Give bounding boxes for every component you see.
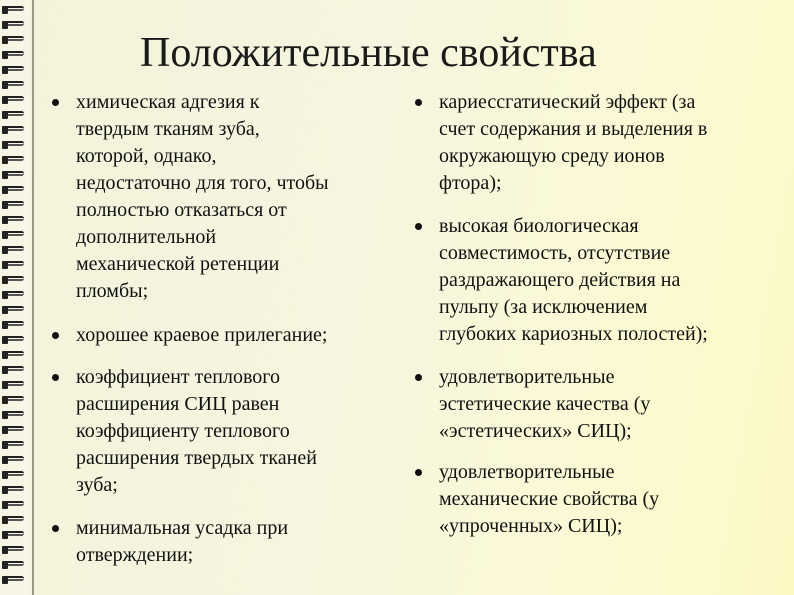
bullet-line: коэффициент теплового bbox=[76, 366, 280, 388]
binding-ring-icon bbox=[2, 441, 24, 446]
bullet-icon bbox=[52, 332, 59, 339]
bullet-item bbox=[415, 364, 650, 445]
bullet-item bbox=[415, 459, 659, 540]
binding-ring-icon bbox=[2, 201, 24, 206]
binding-ring-icon bbox=[2, 186, 24, 191]
bullet-icon bbox=[415, 223, 422, 230]
binding-ring-icon bbox=[2, 531, 24, 536]
bullet-line: «эстетических» СИЦ); bbox=[439, 420, 632, 442]
binding-ring-icon bbox=[2, 396, 24, 401]
bullet-line: расширения твердых тканей bbox=[76, 447, 317, 469]
bullet-item bbox=[52, 515, 288, 569]
bullet-icon bbox=[415, 99, 422, 106]
binding-ring-icon bbox=[2, 456, 24, 461]
bullet-line: фтора); bbox=[439, 172, 502, 194]
binding-ring-icon bbox=[2, 351, 24, 356]
binding-ring-icon bbox=[2, 21, 24, 26]
bullet-line: эстетические качества (у bbox=[439, 393, 651, 415]
bullet-line: недостаточно для того, чтобы bbox=[76, 172, 329, 194]
bullet-line: удовлетворительные bbox=[439, 461, 615, 483]
binding-ring-icon bbox=[2, 36, 24, 41]
bullet-icon bbox=[52, 99, 59, 106]
binding-ring-icon bbox=[2, 141, 24, 146]
bullet-line: дополнительной bbox=[76, 226, 217, 248]
binding-ring-icon bbox=[2, 6, 24, 11]
bullet-line: механической ретенции bbox=[76, 253, 280, 275]
bullet-line: хорошее краевое прилегание; bbox=[76, 324, 328, 346]
bullet-line: минимальная усадка при bbox=[76, 517, 289, 539]
bullet-icon bbox=[52, 374, 59, 381]
bullet-line: удовлетворительные bbox=[439, 366, 615, 388]
binding-ring-icon bbox=[2, 111, 24, 116]
binding-ring-icon bbox=[2, 411, 24, 416]
binding-ring-icon bbox=[2, 546, 24, 551]
binding-ring-icon bbox=[2, 486, 24, 491]
bullet-line: глубоких кариозных полостей); bbox=[439, 323, 708, 345]
bullet-line: зуба; bbox=[76, 474, 118, 496]
binding-ring-icon bbox=[2, 96, 24, 101]
bullet-line: твердым тканям зуба, bbox=[76, 118, 260, 140]
bullet-item bbox=[415, 213, 708, 348]
binding-ring-icon bbox=[2, 561, 24, 566]
binding-ring-icon bbox=[2, 366, 24, 371]
binding-ring-icon bbox=[2, 66, 24, 71]
bullet-line: высокая биологическая bbox=[439, 215, 639, 237]
binding-ring-icon bbox=[2, 426, 24, 431]
binding-ring-icon bbox=[2, 291, 24, 296]
slide-title: Положительные свойства bbox=[140, 30, 597, 76]
bullet-line: раздражающего действия на bbox=[439, 269, 681, 291]
binding-ring-icon bbox=[2, 156, 24, 161]
binding-ring-icon bbox=[2, 81, 24, 86]
bullet-line: пульпу (за исключением bbox=[439, 296, 648, 318]
bullet-line: кариессгатический эффект (за bbox=[439, 91, 696, 113]
binding-ring-icon bbox=[2, 381, 24, 386]
binding-ring-icon bbox=[2, 51, 24, 56]
binding-margin-line bbox=[32, 0, 34, 595]
binding-ring-icon bbox=[2, 306, 24, 311]
binding-ring-icon bbox=[2, 276, 24, 281]
bullet-line: расширения СИЦ равен bbox=[76, 393, 280, 415]
binding-ring-icon bbox=[2, 126, 24, 131]
binding-ring-icon bbox=[2, 231, 24, 236]
binding-ring-icon bbox=[2, 471, 24, 476]
bullet-line: которой, однако, bbox=[76, 145, 217, 167]
binding-ring-icon bbox=[2, 501, 24, 506]
bullet-line: полностью отказаться от bbox=[76, 199, 287, 221]
binding-ring-icon bbox=[2, 576, 24, 581]
bullet-item bbox=[415, 89, 707, 197]
bullet-icon bbox=[415, 374, 422, 381]
bullet-line: окружающую среду ионов bbox=[439, 145, 665, 167]
bullet-icon bbox=[52, 525, 59, 532]
binding-ring-icon bbox=[2, 516, 24, 521]
binding-ring-icon bbox=[2, 261, 24, 266]
bullet-item bbox=[52, 89, 329, 305]
bullet-item bbox=[52, 322, 327, 349]
notebook-binding bbox=[0, 0, 30, 595]
bullet-item bbox=[52, 364, 317, 499]
bullet-line: коэффициенту теплового bbox=[76, 420, 290, 442]
bullet-line: отверждении; bbox=[76, 544, 194, 566]
binding-ring-icon bbox=[2, 336, 24, 341]
binding-ring-icon bbox=[2, 216, 24, 221]
bullet-line: химическая адгезия к bbox=[76, 91, 260, 113]
binding-ring-icon bbox=[2, 246, 24, 251]
binding-ring-icon bbox=[2, 171, 24, 176]
bullet-line: счет содержания и выделения в bbox=[439, 118, 708, 140]
bullet-icon bbox=[415, 469, 422, 476]
bullet-line: совместимость, отсутствие bbox=[439, 242, 671, 264]
bullet-line: механические свойства (у bbox=[439, 488, 660, 510]
bullet-line: пломбы; bbox=[76, 280, 149, 302]
binding-ring-icon bbox=[2, 321, 24, 326]
bullet-line: «упроченных» СИЦ); bbox=[439, 515, 623, 537]
